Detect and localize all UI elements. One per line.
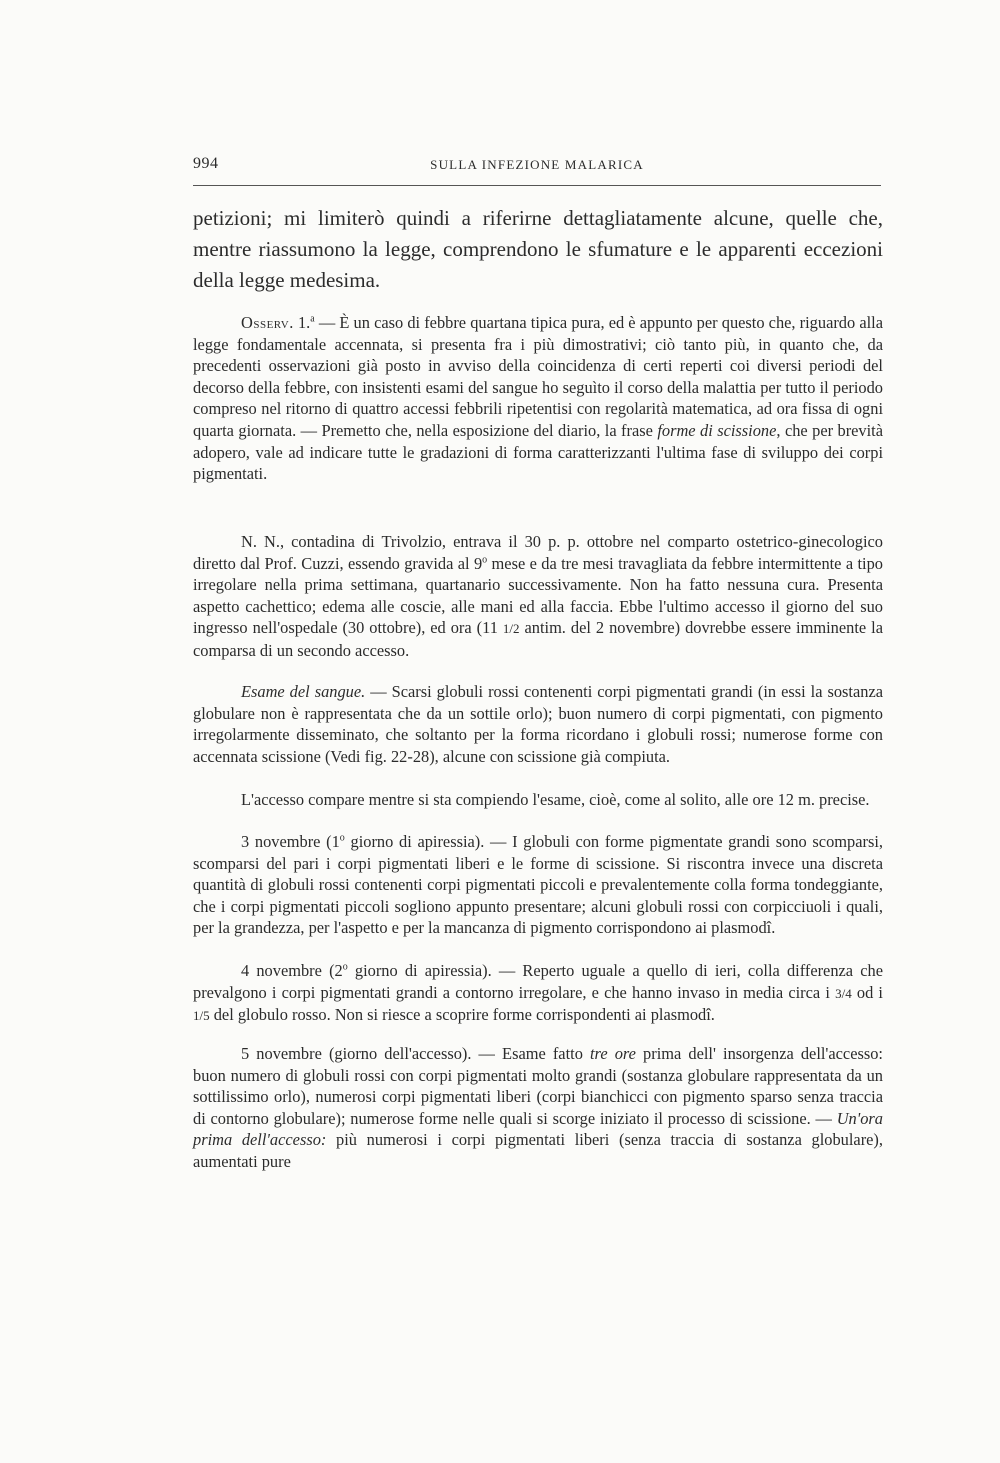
paragraph-esame (193, 681, 883, 767)
osserv-sup: a (310, 313, 315, 325)
nov4-text-3: od i (851, 982, 883, 1002)
nov5-text-3: più numerosi i corpi pigmentati liberi (senza traccia di sostanza globulare), aumentati pure (193, 1130, 883, 1171)
nn-text-1: N. N., contadina di Trivolzio, entrava il 30 p. p. ottobre nel comparto ostetrico-ginecologico diretto dal Prof. Cuzzi, essendo gravida al 9 (193, 532, 883, 573)
nov4-text-2: giorno di apiressia). — Reperto uguale a quello di ieri, colla differenza che prevalgono i corpi pigmentati grandi a contorno irregolare, e che hanno invaso in media circa i (193, 961, 883, 1002)
osserv-text-2: , che per brevità adopero, vale ad indicare tutte le gradazioni di forma caratterizzanti l'ultima fase di sviluppo dei corpi pigmentati. (193, 420, 883, 484)
nov4-fraction-2: 1/5 (193, 1008, 210, 1024)
paragraph-patient (193, 531, 883, 662)
paragraph-nov5 (193, 1043, 883, 1173)
page-header (193, 155, 881, 186)
osserv-label: Osserv. (241, 313, 294, 332)
paragraph-osservazione (193, 312, 883, 485)
nov5-italic-1: tre ore (590, 1044, 636, 1063)
nn-text-2: mese e da tre mesi travagliata da febbre intermittente a tipo irregolare nella prima settimana, quartanario successivamente. Non ha fatto nessuna cura. Presenta aspetto cachettico; edema alle coscie, alle mani ed alla faccia. Ebbe l'ultimo accesso il giorno del suo ingresso nell'ospedale (30 ottobre), ed ora (11 (193, 553, 883, 638)
osserv-italic: forme di scissione (657, 420, 777, 440)
nn-text-3: antim. del 2 novembre) dovrebbe essere imminente la comparsa di un secondo accesso. (193, 618, 883, 660)
nov4-sup: o (342, 961, 348, 973)
nov3-text-2: giorno di apiressia). — I globuli con forme pigmentate grandi sono scomparsi, scomparsi del pari i corpi pigmentati liberi e le forme di scissione. Si riscontra invece una discreta quantità di globuli rossi contenenti corpi pigmentati piccoli e prevalentemente colla forma tondeggiante, che i corpi pigmentati piccoli sogliono appunto presentare; alcuni globuli rossi con corpicciuoli i quali, per la grandezza, per l'aspetto e per la mancanza di pigmento corrispondono ai plasmodî. (193, 832, 883, 938)
page-number: 994 (193, 155, 219, 172)
lead-paragraph: petizioni; mi limiterò quindi a riferirne dettagliatamente alcune, quelle che, mentre riassumono la legge, comprendono le sfumature e le apparenti eccezioni della legge medesima. (193, 206, 883, 292)
nov4-text-4: del globulo rosso. Non si riesce a scoprire forme corrispondenti ai plasmodî. (209, 1005, 715, 1025)
osserv-number: 1. (297, 313, 311, 332)
nn-sup: o (482, 554, 488, 566)
nov5-italic-2: Un'ora prima dell'accesso: (193, 1108, 883, 1150)
esame-text: — Scarsi globuli rossi contenenti corpi pigmentati grandi (in essi la sostanza globulare non è rappresentata che da un sottile orlo); buon numero di corpi pigmentati, con pigmento irregolarmente disseminato, che soltanto per la forma ricordano i globuli rossi; numerose forme con accennata scissione (Vedi fig. 22-28), alcune con scissione già compiuta. (193, 682, 884, 766)
nov5-text-1: 5 novembre (giorno dell'accesso). — Esame fatto (241, 1044, 590, 1063)
nov4-fraction-1: 3/4 (835, 985, 852, 1001)
nov3-text-1: 3 novembre (1 (241, 832, 340, 851)
paragraph-nov3 (193, 831, 883, 939)
nov3-sup: o (339, 832, 345, 844)
running-head: SULLA INFEZIONE MALARICA (430, 157, 644, 172)
nov4-text-1: 4 novembre (2 (241, 961, 343, 980)
nov5-text-2: prima dell' insorgenza dell'accesso: buon numero di globuli rossi con corpi pigmentati molto grandi (sostanza globulare rappresentata da un sottilissimo orlo), numerosi corpi pigmentati liberi (corpi bianchicci con pigmento sparso senza traccia di contorno globulare); numerose forme nelle quali si scorge iniziato il processo di scissione. — (193, 1044, 883, 1128)
nn-fraction: 1/2 (502, 621, 520, 637)
esame-italic: Esame del sangue. (241, 682, 366, 701)
paragraph-accesso: L'accesso compare mentre si sta compiendo l'esame, cioè, come al solito, alle ore 12 m. precise. (241, 790, 870, 809)
paragraph-nov4 (193, 960, 883, 1027)
osserv-text-1: — È un caso di febbre quartana tipica pura, ed è appunto per questo che, riguardo alla legge fondamentale accennata, si presenta fra i più dimostrativi; ciò tanto più, in quanto che, da precedenti osservazioni già posto in avviso della coincidenza di certi reperti coi diversi periodi del decorso della febbre, con insistenti esami del sangue ho seguìto il corso della malattia per tutto il periodo compreso nel ritorno di quattro accessi febbrili ripetentisi con regolarità matematica, ad ora fissa di ogni quarta giornata. — Premetto che, nella esposizione del diario, la frase (193, 313, 883, 440)
